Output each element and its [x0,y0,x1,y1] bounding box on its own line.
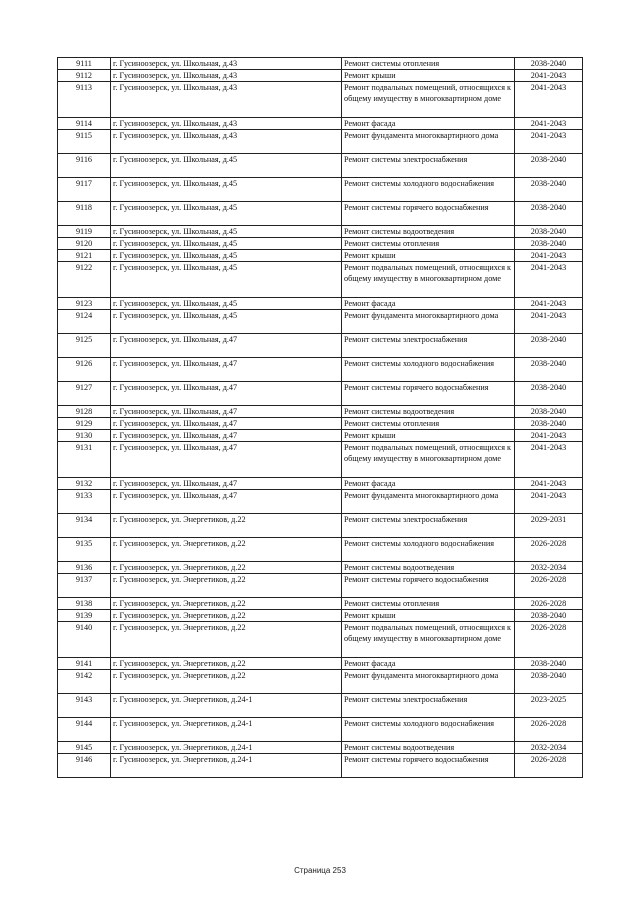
table-row [58,202,583,226]
table-row [58,334,583,358]
table-body [58,58,583,778]
row-number-cell: 9123 [58,298,111,310]
work-type-cell: Ремонт системы отопления [342,418,515,430]
row-number-cell: 9138 [58,598,111,610]
row-number-cell: 9143 [58,694,111,718]
row-number-cell: 9130 [58,430,111,442]
period-cell: 2038-2040 [515,658,583,670]
row-number-cell: 9120 [58,238,111,250]
period-cell: 2038-2040 [515,226,583,238]
period-cell: 2038-2040 [515,382,583,406]
address-cell: г. Гусиноозерск, ул. Школьная, д.47 [111,406,342,418]
row-number-cell: 9115 [58,130,111,154]
period-cell: 2041-2043 [515,310,583,334]
address-cell: г. Гусиноозерск, ул. Школьная, д.45 [111,310,342,334]
address-cell: г. Гусиноозерск, ул. Энергетиков, д.22 [111,574,342,598]
table-row [58,154,583,178]
row-number-cell: 9133 [58,490,111,514]
row-number-cell: 9113 [58,82,111,118]
table-row [58,430,583,442]
period-cell: 2026-2028 [515,754,583,778]
period-cell: 2038-2040 [515,406,583,418]
table-row [58,298,583,310]
address-cell: г. Гусиноозерск, ул. Школьная, д.43 [111,82,342,118]
period-cell: 2041-2043 [515,298,583,310]
address-cell: г. Гусиноозерск, ул. Энергетиков, д.22 [111,658,342,670]
address-cell: г. Гусиноозерск, ул. Энергетиков, д.22 [111,562,342,574]
period-cell: 2029-2031 [515,514,583,538]
table-row [58,514,583,538]
period-cell: 2032-2034 [515,742,583,754]
period-cell: 2038-2040 [515,610,583,622]
period-cell: 2023-2025 [515,694,583,718]
period-cell: 2038-2040 [515,334,583,358]
work-type-cell: Ремонт подвальных помещений, относящихся к общему имуществу в многоквартирном доме [342,442,515,478]
address-cell: г. Гусиноозерск, ул. Школьная, д.47 [111,490,342,514]
table-row [58,58,583,70]
row-number-cell: 9111 [58,58,111,70]
address-cell: г. Гусиноозерск, ул. Школьная, д.47 [111,430,342,442]
row-number-cell: 9119 [58,226,111,238]
work-type-cell: Ремонт системы холодного водоснабжения [342,718,515,742]
address-cell: г. Гусиноозерск, ул. Школьная, д.47 [111,334,342,358]
row-number-cell: 9139 [58,610,111,622]
work-type-cell: Ремонт системы водоотведения [342,562,515,574]
table-row [58,718,583,742]
table-row [58,670,583,694]
address-cell: г. Гусиноозерск, ул. Энергетиков, д.24-1 [111,742,342,754]
table-row [58,478,583,490]
address-cell: г. Гусиноозерск, ул. Школьная, д.47 [111,442,342,478]
address-cell: г. Гусиноозерск, ул. Энергетиков, д.22 [111,610,342,622]
period-cell: 2041-2043 [515,82,583,118]
table-row [58,70,583,82]
work-type-cell: Ремонт фундамента многоквартирного дома [342,670,515,694]
row-number-cell: 9112 [58,70,111,82]
work-type-cell: Ремонт системы холодного водоснабжения [342,178,515,202]
row-number-cell: 9142 [58,670,111,694]
table-row [58,598,583,610]
address-cell: г. Гусиноозерск, ул. Школьная, д.47 [111,418,342,430]
address-cell: г. Гусиноозерск, ул. Школьная, д.43 [111,58,342,70]
work-type-cell: Ремонт системы водоотведения [342,742,515,754]
table-row [58,310,583,334]
table-row [58,382,583,406]
period-cell: 2038-2040 [515,418,583,430]
work-type-cell: Ремонт системы отопления [342,58,515,70]
work-type-cell: Ремонт системы отопления [342,598,515,610]
period-cell: 2032-2034 [515,562,583,574]
address-cell: г. Гусиноозерск, ул. Школьная, д.47 [111,382,342,406]
period-cell: 2038-2040 [515,202,583,226]
work-type-cell: Ремонт фундамента многоквартирного дома [342,490,515,514]
address-cell: г. Гусиноозерск, ул. Школьная, д.43 [111,70,342,82]
work-type-cell: Ремонт системы горячего водоснабжения [342,382,515,406]
row-number-cell: 9121 [58,250,111,262]
period-cell: 2026-2028 [515,574,583,598]
row-number-cell: 9129 [58,418,111,430]
table-row [58,694,583,718]
table-row [58,742,583,754]
address-cell: г. Гусиноозерск, ул. Школьная, д.47 [111,358,342,382]
address-cell: г. Гусиноозерск, ул. Энергетиков, д.24-1 [111,694,342,718]
table-row [58,358,583,382]
address-cell: г. Гусиноозерск, ул. Школьная, д.45 [111,226,342,238]
address-cell: г. Гусиноозерск, ул. Энергетиков, д.22 [111,622,342,658]
work-type-cell: Ремонт фасада [342,298,515,310]
row-number-cell: 9132 [58,478,111,490]
address-cell: г. Гусиноозерск, ул. Школьная, д.43 [111,130,342,154]
row-number-cell: 9126 [58,358,111,382]
table-row [58,250,583,262]
address-cell: г. Гусиноозерск, ул. Энергетиков, д.22 [111,670,342,694]
period-cell: 2041-2043 [515,250,583,262]
work-type-cell: Ремонт системы электроснабжения [342,694,515,718]
row-number-cell: 9124 [58,310,111,334]
row-number-cell: 9134 [58,514,111,538]
address-cell: г. Гусиноозерск, ул. Энергетиков, д.24-1 [111,754,342,778]
period-cell: 2041-2043 [515,430,583,442]
work-type-cell: Ремонт фасада [342,478,515,490]
table-row [58,622,583,658]
table-row [58,610,583,622]
row-number-cell: 9114 [58,118,111,130]
period-cell: 2041-2043 [515,478,583,490]
address-cell: г. Гусиноозерск, ул. Школьная, д.45 [111,178,342,202]
row-number-cell: 9135 [58,538,111,562]
table-row [58,226,583,238]
address-cell: г. Гусиноозерск, ул. Школьная, д.45 [111,238,342,250]
period-cell: 2038-2040 [515,58,583,70]
work-type-cell: Ремонт фасада [342,118,515,130]
work-type-cell: Ремонт фасада [342,658,515,670]
table-row [58,562,583,574]
work-type-cell: Ремонт системы горячего водоснабжения [342,202,515,226]
row-number-cell: 9131 [58,442,111,478]
page-number: Страница 253 [294,866,346,875]
table-row [58,178,583,202]
period-cell: 2038-2040 [515,670,583,694]
work-type-cell: Ремонт крыши [342,70,515,82]
row-number-cell: 9145 [58,742,111,754]
work-type-cell: Ремонт системы холодного водоснабжения [342,538,515,562]
work-type-cell: Ремонт крыши [342,430,515,442]
work-type-cell: Ремонт системы электроснабжения [342,514,515,538]
work-type-cell: Ремонт системы холодного водоснабжения [342,358,515,382]
table-row [58,418,583,430]
table-row [58,406,583,418]
work-type-cell: Ремонт крыши [342,610,515,622]
table-row [58,574,583,598]
work-type-cell: Ремонт системы водоотведения [342,226,515,238]
period-cell: 2041-2043 [515,490,583,514]
table-row [58,754,583,778]
address-cell: г. Гусиноозерск, ул. Школьная, д.45 [111,250,342,262]
address-cell: г. Гусиноозерск, ул. Энергетиков, д.24-1 [111,718,342,742]
address-cell: г. Гусиноозерск, ул. Школьная, д.45 [111,202,342,226]
table-row [58,238,583,250]
work-type-cell: Ремонт системы горячего водоснабжения [342,754,515,778]
row-number-cell: 9125 [58,334,111,358]
table-row [58,490,583,514]
address-cell: г. Гусиноозерск, ул. Энергетиков, д.22 [111,538,342,562]
period-cell: 2026-2028 [515,598,583,610]
period-cell: 2038-2040 [515,358,583,382]
address-cell: г. Гусиноозерск, ул. Школьная, д.47 [111,478,342,490]
period-cell: 2038-2040 [515,154,583,178]
row-number-cell: 9136 [58,562,111,574]
row-number-cell: 9141 [58,658,111,670]
address-cell: г. Гусиноозерск, ул. Школьная, д.45 [111,298,342,310]
row-number-cell: 9122 [58,262,111,298]
work-type-cell: Ремонт системы водоотведения [342,406,515,418]
row-number-cell: 9116 [58,154,111,178]
period-cell: 2026-2028 [515,622,583,658]
row-number-cell: 9118 [58,202,111,226]
address-cell: г. Гусиноозерск, ул. Энергетиков, д.22 [111,514,342,538]
row-number-cell: 9128 [58,406,111,418]
row-number-cell: 9140 [58,622,111,658]
row-number-cell: 9144 [58,718,111,742]
work-type-cell: Ремонт системы электроснабжения [342,154,515,178]
table-row [58,118,583,130]
row-number-cell: 9117 [58,178,111,202]
period-cell: 2026-2028 [515,718,583,742]
period-cell: 2041-2043 [515,118,583,130]
work-type-cell: Ремонт крыши [342,250,515,262]
work-type-cell: Ремонт подвальных помещений, относящихся к общему имуществу в многоквартирном доме [342,82,515,118]
work-type-cell: Ремонт системы электроснабжения [342,334,515,358]
period-cell: 2041-2043 [515,130,583,154]
work-type-cell: Ремонт системы отопления [342,238,515,250]
work-type-cell: Ремонт подвальных помещений, относящихся к общему имуществу в многоквартирном доме [342,262,515,298]
address-cell: г. Гусиноозерск, ул. Школьная, д.45 [111,262,342,298]
period-cell: 2038-2040 [515,238,583,250]
table-row [58,262,583,298]
period-cell: 2038-2040 [515,178,583,202]
work-type-cell: Ремонт фундамента многоквартирного дома [342,310,515,334]
address-cell: г. Гусиноозерск, ул. Школьная, д.45 [111,154,342,178]
period-cell: 2026-2028 [515,538,583,562]
work-type-cell: Ремонт подвальных помещений, относящихся к общему имуществу в многоквартирном доме [342,622,515,658]
address-cell: г. Гусиноозерск, ул. Энергетиков, д.22 [111,598,342,610]
period-cell: 2041-2043 [515,442,583,478]
table-row [58,82,583,118]
address-cell: г. Гусиноозерск, ул. Школьная, д.43 [111,118,342,130]
row-number-cell: 9146 [58,754,111,778]
period-cell: 2041-2043 [515,70,583,82]
table-row [58,442,583,478]
row-number-cell: 9127 [58,382,111,406]
work-type-cell: Ремонт фундамента многоквартирного дома [342,130,515,154]
repair-schedule-table [57,57,583,778]
table-row [58,538,583,562]
period-cell: 2041-2043 [515,262,583,298]
table-row [58,130,583,154]
work-type-cell: Ремонт системы горячего водоснабжения [342,574,515,598]
table-row [58,658,583,670]
row-number-cell: 9137 [58,574,111,598]
